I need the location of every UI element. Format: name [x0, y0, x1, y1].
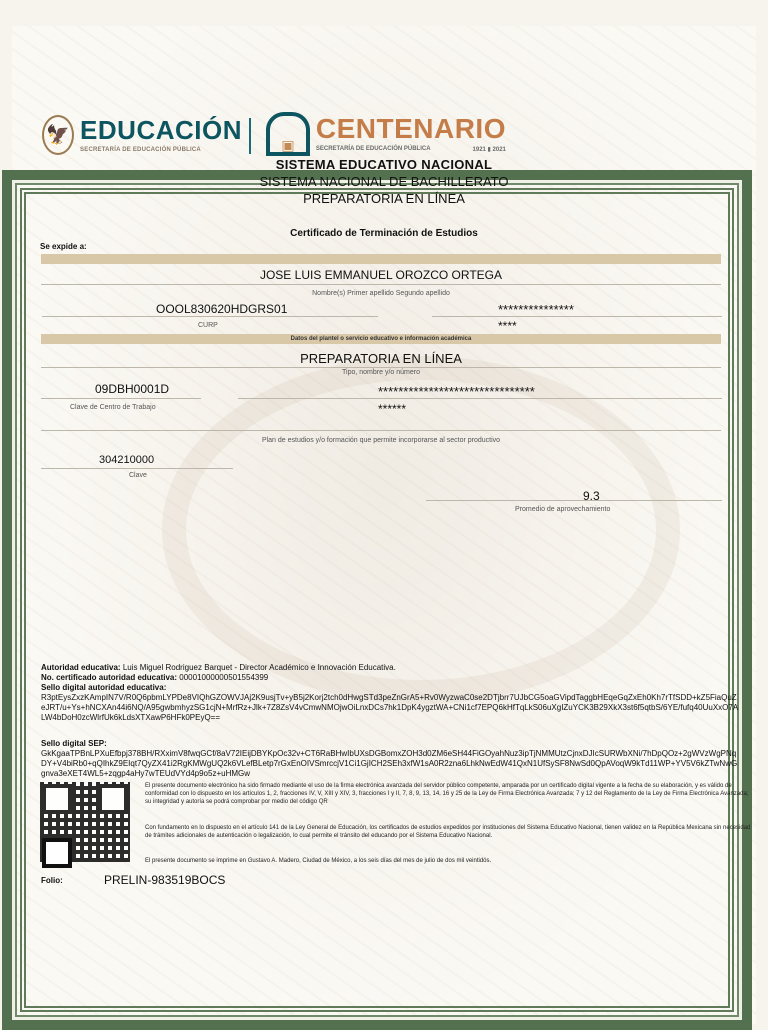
mask-line-3: [238, 398, 722, 399]
centenario-logo-text: CENTENARIO: [315, 113, 506, 144]
service-name: PREPARATORIA EN LÍNEA: [300, 351, 462, 366]
centenario-logo: [266, 112, 506, 156]
issued-to-label: Se expide a:: [40, 242, 87, 251]
plantel-band-label: Datos del plantel o servicio educativo e información académica: [290, 336, 472, 342]
authority-cert-label: No. certificado autoridad educativa:: [41, 673, 178, 682]
center-key-value: 09DBH0001D: [95, 382, 170, 396]
plan-line: [41, 430, 721, 431]
qr-corner: [42, 838, 72, 868]
certificate-title: Certificado de Terminación de Estudios: [290, 228, 478, 239]
service-line: [41, 367, 721, 368]
authority-value: Luis Miguel Rodriguez Barquet - Director Académico e Innovación Educativa.: [122, 663, 396, 672]
name-line: [41, 284, 721, 285]
plan-label: Plan de estudios y/o formación que permite incorporarse al sector productivo: [261, 437, 501, 444]
clave-label: Clave: [129, 472, 147, 479]
legal-paragraph-2: Con fundamento en lo dispuesto en el artículo 141 de la Ley General de Educación, los certificados de estudios expedidos por instituciones del Sistema Educativo Nacional, tienen validez en la República Mexicana sin necesidad de trámites adicionales de autenticación o legalización, lo cual permite el tránsito del educando por el Sistema Educativo Nacional.: [145, 825, 751, 839]
centenario-subtitle: SECRETARÍA DE EDUCACIÓN PÚBLICA: [315, 146, 431, 152]
center-key-line: [41, 398, 201, 399]
masked-field-4: ******: [378, 402, 407, 416]
masked-field-1: ***************: [498, 302, 574, 317]
student-name: JOSE LUIS EMMANUEL OROZCO ORTEGA: [259, 268, 503, 282]
legal-paragraph-1: El presente documento electrónico ha sido firmado mediante el uso de la firma electrónica avanzada del servidor público competente, amparada por un certificado digital vigente a la fecha de su elaboración, y es válido de conformidad con lo dispuesto en los artículos 1, 2, fracciones IV, V, XIII y XIV, 3, fracciones I y II, 7, 8, 9, 13, 14, 16 y 25 de la Ley de Firma Electrónica Avanzada; 7 y 12 del Reglamento de la Ley de Firma Electrónica Avanzada; su integridad y autoría se podrá comprobar por medio del código QR: [145, 783, 749, 805]
sep-seal-label: Sello digital SEP:: [41, 739, 107, 748]
clave-line: [41, 468, 233, 469]
education-logo: [42, 110, 242, 160]
curp-value: OOOL830620HDGRS01: [156, 302, 288, 316]
mask-line-1: [432, 316, 722, 317]
centenario-subline: [316, 146, 506, 153]
education-logo-text: EDUCACIÓN: [80, 115, 242, 145]
arch-icon: ▣: [266, 112, 310, 156]
folio-value: PRELIN-983519BOCS: [104, 873, 226, 887]
masked-field-3: *******************************: [378, 384, 535, 399]
top-band: [41, 254, 721, 264]
plantel-band: [41, 334, 721, 344]
bachillerato-title: SISTEMA NACIONAL DE BACHILLERATO: [259, 174, 509, 189]
education-subtitle: SECRETARÍA DE EDUCACIÓN PÚBLICA: [80, 147, 201, 153]
average-value: 9.3: [583, 489, 600, 503]
authority-cert-value: 00001000000501554399: [179, 673, 269, 682]
average-label: Promedio de aprovechamiento: [515, 506, 611, 513]
prepa-title: PREPARATORIA EN LÍNEA: [303, 191, 465, 206]
curp-label: CURP: [198, 322, 218, 329]
curp-line: [42, 316, 378, 317]
authority-line: [41, 663, 721, 673]
center-key-label: Clave de Centro de Trabajo: [70, 404, 156, 411]
authority-seal-value: R3ptEysZxzKAmpIN7V/R0Q6pbmLYPDe8VIQhGZOWVJAj2K9usjTv+yB5j2Korj2tch0dHwgSTd3peZnGrA5+Rv0WyzwaC0se2DTjbrr7UJbCG5oaGVipdTaggbHEqeGqZxEh0Kh7rTfSDD+kZ5FiaQuZeJRT/u+Ys+hNCXAn44i6NQ/A95gwbmhyzSG1cjN+MrfRz+Jlk+7Z8ZsV4vCmwNMOjwOiLnxDCs7hk1DpK4ygztWA+CNi1cf7EPQ6kHfTqLkS06uXgIZuYCK3B29XkX3st6f5qtbS/6YE/fufq40UuXxO7ALW4bDoH0zcWlrfUk6kLdsXTXawP6HFk0PEyQ==: [41, 693, 739, 722]
logo-divider: [249, 118, 251, 154]
clave-value: 304210000: [99, 454, 155, 466]
authority-label: Autoridad educativa:: [41, 663, 121, 672]
folio-label: Folio:: [41, 876, 63, 885]
eagle-seal-icon: 🦅: [42, 115, 74, 155]
centenario-years: 1921 ▮ 2021: [472, 147, 506, 153]
average-line: [426, 500, 722, 501]
certificate-frame: [2, 170, 752, 1030]
service-label: Tipo, nombre y/o número: [342, 369, 420, 376]
authority-seal-label: Sello digital autoridad educativa:: [41, 683, 167, 692]
system-title: SISTEMA EDUCATIVO NACIONAL: [275, 157, 493, 172]
name-label: Nombre(s) Primer apellido Segundo apellido: [312, 290, 450, 297]
sep-seal-value: GkKgaaTPBnLPXuEfbpj378BH/RXximV8fwqGCf/8aV72IEijDBYKpOc32v+CT6RaBHwIbUXsDGBomxZOH3d0ZM6eSH44FiGOyahNuz3ipTjNMMUtzCjnxDJIcSURWbXNi/7hDpQOz+2gWVzWgPNqDY+V4biRb0+qQIhkZ9EIqt7QyZX41i2RgKMWgUQ2k6VLefBLetp7rGxEnOIVSmrccjV1Ci1GjICH2SEh3xfW1sA0R2zna6LhkNwEdW41QxN1UfSySF8NwSd0QpAVoqW9kTd11WP+YV5V6kZTwNwGgnva3eXET4WL5+zqgp4aHy7wTEUdVYd4p9o5z+uHMGw: [41, 749, 738, 778]
masked-field-2: ****: [498, 319, 517, 333]
authority-cert-line: [41, 673, 721, 683]
legal-paragraph-3: El presente documento se imprime en Gustavo A. Madero, Ciudad de México, a los seis días del mes de julio de dos mil veintidós.: [145, 858, 492, 864]
